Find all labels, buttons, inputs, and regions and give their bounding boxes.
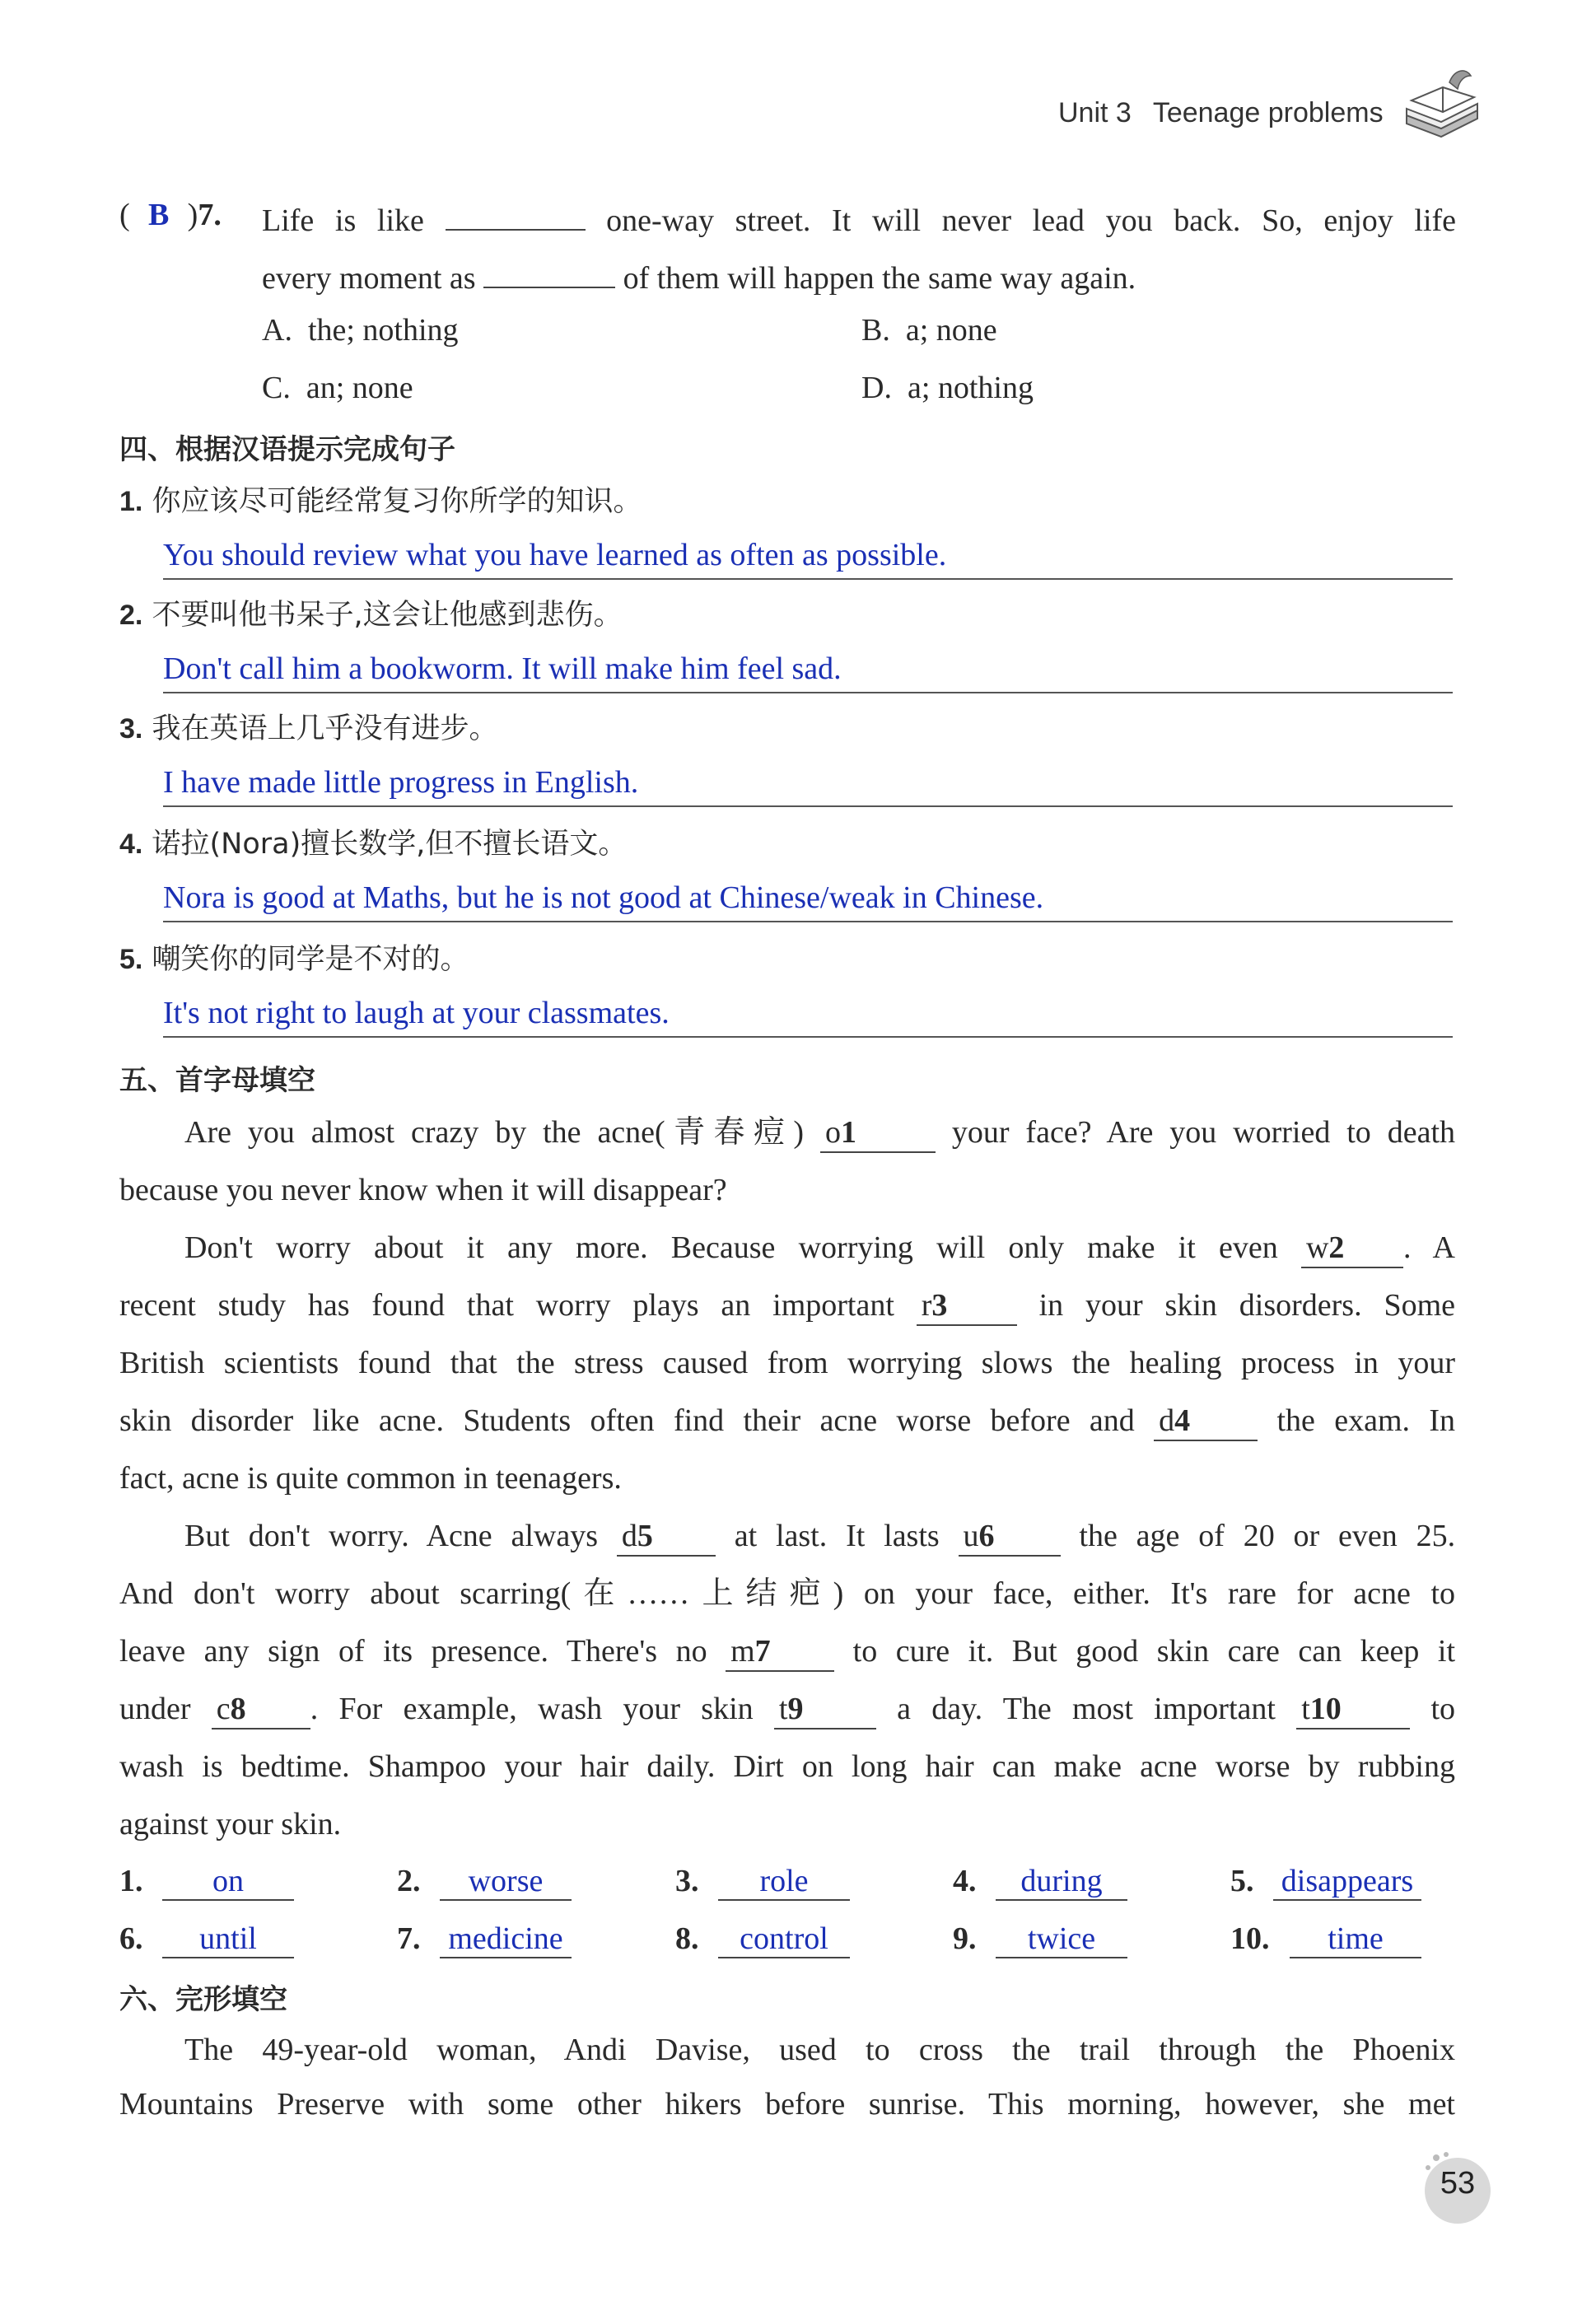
answer-value[interactable]: twice [996,1921,1127,1958]
text: But don't worry. [184,1519,409,1553]
s4-item-1-prompt [119,483,642,520]
s5-answer-8 [675,1921,850,1958]
s5-p2-line5: fact, acne is quite common in teenagers. [119,1461,622,1496]
answer-value[interactable]: role [718,1863,850,1901]
question-7-stem-2 [262,254,1136,297]
blank-7[interactable] [726,1632,834,1672]
blank-letter: u [963,1519,979,1553]
s5-p1-line1 [184,1113,1455,1153]
s5-p3-line4 [119,1690,1455,1730]
blank-8[interactable] [212,1690,310,1730]
text: It's rare for acne to [1170,1576,1456,1611]
q7-option-c[interactable] [262,369,413,407]
s5-p3-line1 [184,1517,1455,1557]
answer-number: 2. [397,1864,421,1898]
blank-4[interactable] [1154,1402,1258,1441]
blank-letter: o [824,1115,841,1150]
s4-item-4-prompt [119,825,627,863]
blank-letter: c [216,1692,231,1726]
blank-number: 10 [1309,1692,1342,1726]
s5-answer-7 [397,1921,572,1958]
text: Because worrying will only make it even [670,1230,1278,1265]
answer-paren-open: ( [119,198,130,232]
blank-1[interactable] [820,1113,936,1153]
section-6-title: 六、完形填空 [119,1983,287,2016]
blank-2[interactable] [1301,1229,1403,1268]
blank-9[interactable] [774,1690,876,1730]
answer-value[interactable]: until [162,1921,294,1958]
option-label: B. [861,313,890,348]
text: . [1402,1230,1412,1265]
text: a day. [897,1692,983,1726]
answer-number: 10. [1230,1921,1270,1956]
q7-option-b[interactable] [861,311,997,349]
s5-answer-10 [1230,1921,1421,1958]
blank-5[interactable] [617,1517,716,1557]
blank-6[interactable] [959,1517,1061,1557]
s5-answer-1 [119,1863,294,1901]
answer-line [163,692,1453,693]
text: . [310,1692,319,1726]
blank-number: 5 [637,1519,653,1553]
blank-letter: t [1301,1692,1310,1726]
page-number: 53 [1440,2166,1476,2201]
prompt-text: 嘲笑你的同学是不对的。 [152,943,469,976]
prompt-text: 我在英语上几乎没有进步。 [152,712,498,745]
section-5-title: 五、首字母填空 [119,1064,315,1097]
answer-number: 7. [397,1921,421,1956]
blank-number: 3 [931,1288,948,1323]
q7-blank-1[interactable] [446,196,586,231]
s5-p2-line3: British scientists found that the stress caused from worrying slows the healing process in your [119,1346,1455,1380]
blank-letter: t [778,1692,788,1726]
answer-value[interactable]: time [1290,1921,1421,1958]
text: leave any sign of its presence. [119,1634,548,1669]
option-label: D. [861,371,892,405]
answer-number: 9. [953,1921,977,1956]
text: under [119,1692,191,1726]
text: skin disorder like acne. [119,1403,444,1438]
blank-letter: d [621,1519,637,1553]
answer-value[interactable]: during [996,1863,1127,1901]
blank-3[interactable] [917,1286,1017,1326]
s6-line1: The 49-year-old woman, Andi Davise, used to cross the trail through the Phoenix [184,2033,1455,2067]
text: In [1429,1403,1456,1438]
s5-p3-line3 [119,1632,1455,1672]
unit-title: Teenage problems [1152,97,1384,128]
item-number: 3. [119,713,143,745]
q7-blank-2[interactable] [483,254,615,288]
blank-letter: d [1159,1403,1175,1438]
s5-answer-6 [119,1921,294,1958]
answer-number: 6. [119,1921,143,1956]
q7-text-c: It will never lead you back. [832,203,1241,238]
text: For example, wash your skin [338,1692,754,1726]
text: There's no [566,1634,707,1669]
q7-option-a[interactable] [262,311,459,349]
item-number: 1. [119,486,143,517]
blank-letter: w [1305,1230,1329,1265]
text: Some [1384,1288,1455,1323]
answer-value[interactable]: on [162,1863,294,1901]
text: A [1432,1230,1455,1265]
text: recent study has found that worry plays an important [119,1288,894,1323]
s5-p2-line4 [119,1402,1455,1441]
option-text: a; none [905,313,997,348]
s4-item-5-answer[interactable]: It's not right to laugh at your classmates. [163,996,670,1030]
text: Are you worried to death [1106,1115,1456,1150]
book-icon [1400,64,1482,147]
question-7-answer: B [147,198,170,232]
s4-item-2-prompt [119,596,623,634]
s4-item-2-answer[interactable]: Don't call him a bookworm. It will make him feel sad. [163,651,842,686]
text: Are you almost crazy by the acne(青春痘) [184,1115,805,1150]
text: to cure it. [852,1634,994,1669]
answer-number: 8. [675,1921,699,1956]
s5-p3-line6: against your skin. [119,1807,342,1842]
answer-value[interactable]: disappears [1273,1863,1421,1901]
answer-number: 4. [953,1864,977,1898]
prompt-text: 诺拉(Nora)擅长数学,但不擅长语文。 [152,828,628,861]
s5-p1-line2: because you never know when it will disappear? [119,1173,727,1207]
blank-number: 7 [754,1634,771,1669]
blank-number: 4 [1174,1403,1191,1438]
s4-item-3-answer[interactable]: I have made little progress in English. [163,765,639,800]
q7-text-a: Life is like [262,203,424,238]
text: the exam. [1276,1403,1411,1438]
answer-number: 3. [675,1864,699,1898]
text: The most important [1002,1692,1276,1726]
q7-text-f: every moment as [262,261,476,296]
answer-number: 1. [119,1864,143,1898]
s4-item-3-prompt [119,710,498,748]
blank-number: 1 [840,1115,856,1150]
item-number: 5. [119,944,143,975]
blank-number: 9 [787,1692,804,1726]
text: And don't worry about scarring(在……上结疤) on your face, either. [119,1576,1150,1611]
blank-letter: m [730,1634,755,1669]
blank-number: 6 [978,1519,995,1553]
option-text: an; none [306,371,413,405]
question-7-number: 7. [198,198,222,232]
s5-p2-line1 [184,1229,1455,1268]
text: Acne always [426,1519,599,1553]
question-7-line1 [119,196,222,234]
text: in your skin disorders. [1038,1288,1362,1323]
s5-answer-9 [953,1921,1127,1958]
text: at last. [734,1519,828,1553]
s6-line2: Mountains Preserve with some other hikers before sunrise. This morning, however, she met [119,2087,1455,2122]
option-text: a; nothing [907,371,1034,405]
s5-answer-2 [397,1863,572,1901]
q7-text-b: one-way street. [606,203,811,238]
s4-item-1-answer[interactable]: You should review what you have learned as often as possible. [163,538,947,572]
s5-answer-3 [675,1863,850,1901]
answer-value[interactable]: worse [440,1863,572,1901]
s5-p3-line5: wash is bedtime. Shampoo your hair daily. Dirt on long hair can make acne worse by rubbing [119,1749,1455,1784]
text: to [1430,1692,1455,1726]
answer-value[interactable]: medicine [440,1921,572,1958]
answer-number: 5. [1230,1864,1254,1898]
option-label: A. [262,313,292,348]
q7-text-d: So, [1262,203,1303,238]
q7-text-e: enjoy life [1323,203,1457,238]
q7-text-g: of them will happen the same way again. [623,261,1136,296]
answer-line [163,921,1453,922]
text: But good skin care can keep it [1011,1634,1456,1669]
answer-line [163,578,1453,580]
s5-p3-line2 [119,1575,1455,1613]
option-text: the; nothing [307,313,459,348]
item-number: 2. [119,600,143,631]
s5-p2-line2 [119,1286,1455,1326]
s4-item-5-prompt [119,941,469,978]
answer-value[interactable]: control [718,1921,850,1958]
unit-label: Unit 3 [1058,97,1132,128]
option-label: C. [262,371,291,405]
prompt-text: 不要叫他书呆子,这会让他感到悲伤。 [152,599,623,632]
s4-item-4-answer[interactable]: Nora is good at Maths, but he is not good at Chinese/weak in Chinese. [163,880,1044,915]
answer-line [163,805,1453,807]
q7-option-d[interactable] [861,369,1034,407]
answer-paren-close: ) [187,198,198,232]
item-number: 4. [119,829,143,860]
text: your face? [951,1115,1092,1150]
page-header [1058,97,1384,129]
question-7-stem-1 [262,196,1456,240]
answer-line [163,1036,1453,1038]
section-4-title: 四、根据汉语提示完成句子 [119,433,455,466]
blank-letter: r [921,1288,932,1323]
text: Don't worry about it any more. [184,1230,648,1265]
blank-number: 8 [230,1692,246,1726]
blank-10[interactable] [1296,1690,1410,1730]
text: Students often find their acne worse before and [463,1403,1135,1438]
s5-answer-5 [1230,1863,1421,1901]
s5-answer-4 [953,1863,1127,1901]
blank-number: 2 [1328,1230,1345,1265]
text: the age of 20 or even 25. [1079,1519,1456,1553]
prompt-text: 你应该尽可能经常复习你所学的知识。 [152,485,642,518]
text: It lasts [846,1519,940,1553]
